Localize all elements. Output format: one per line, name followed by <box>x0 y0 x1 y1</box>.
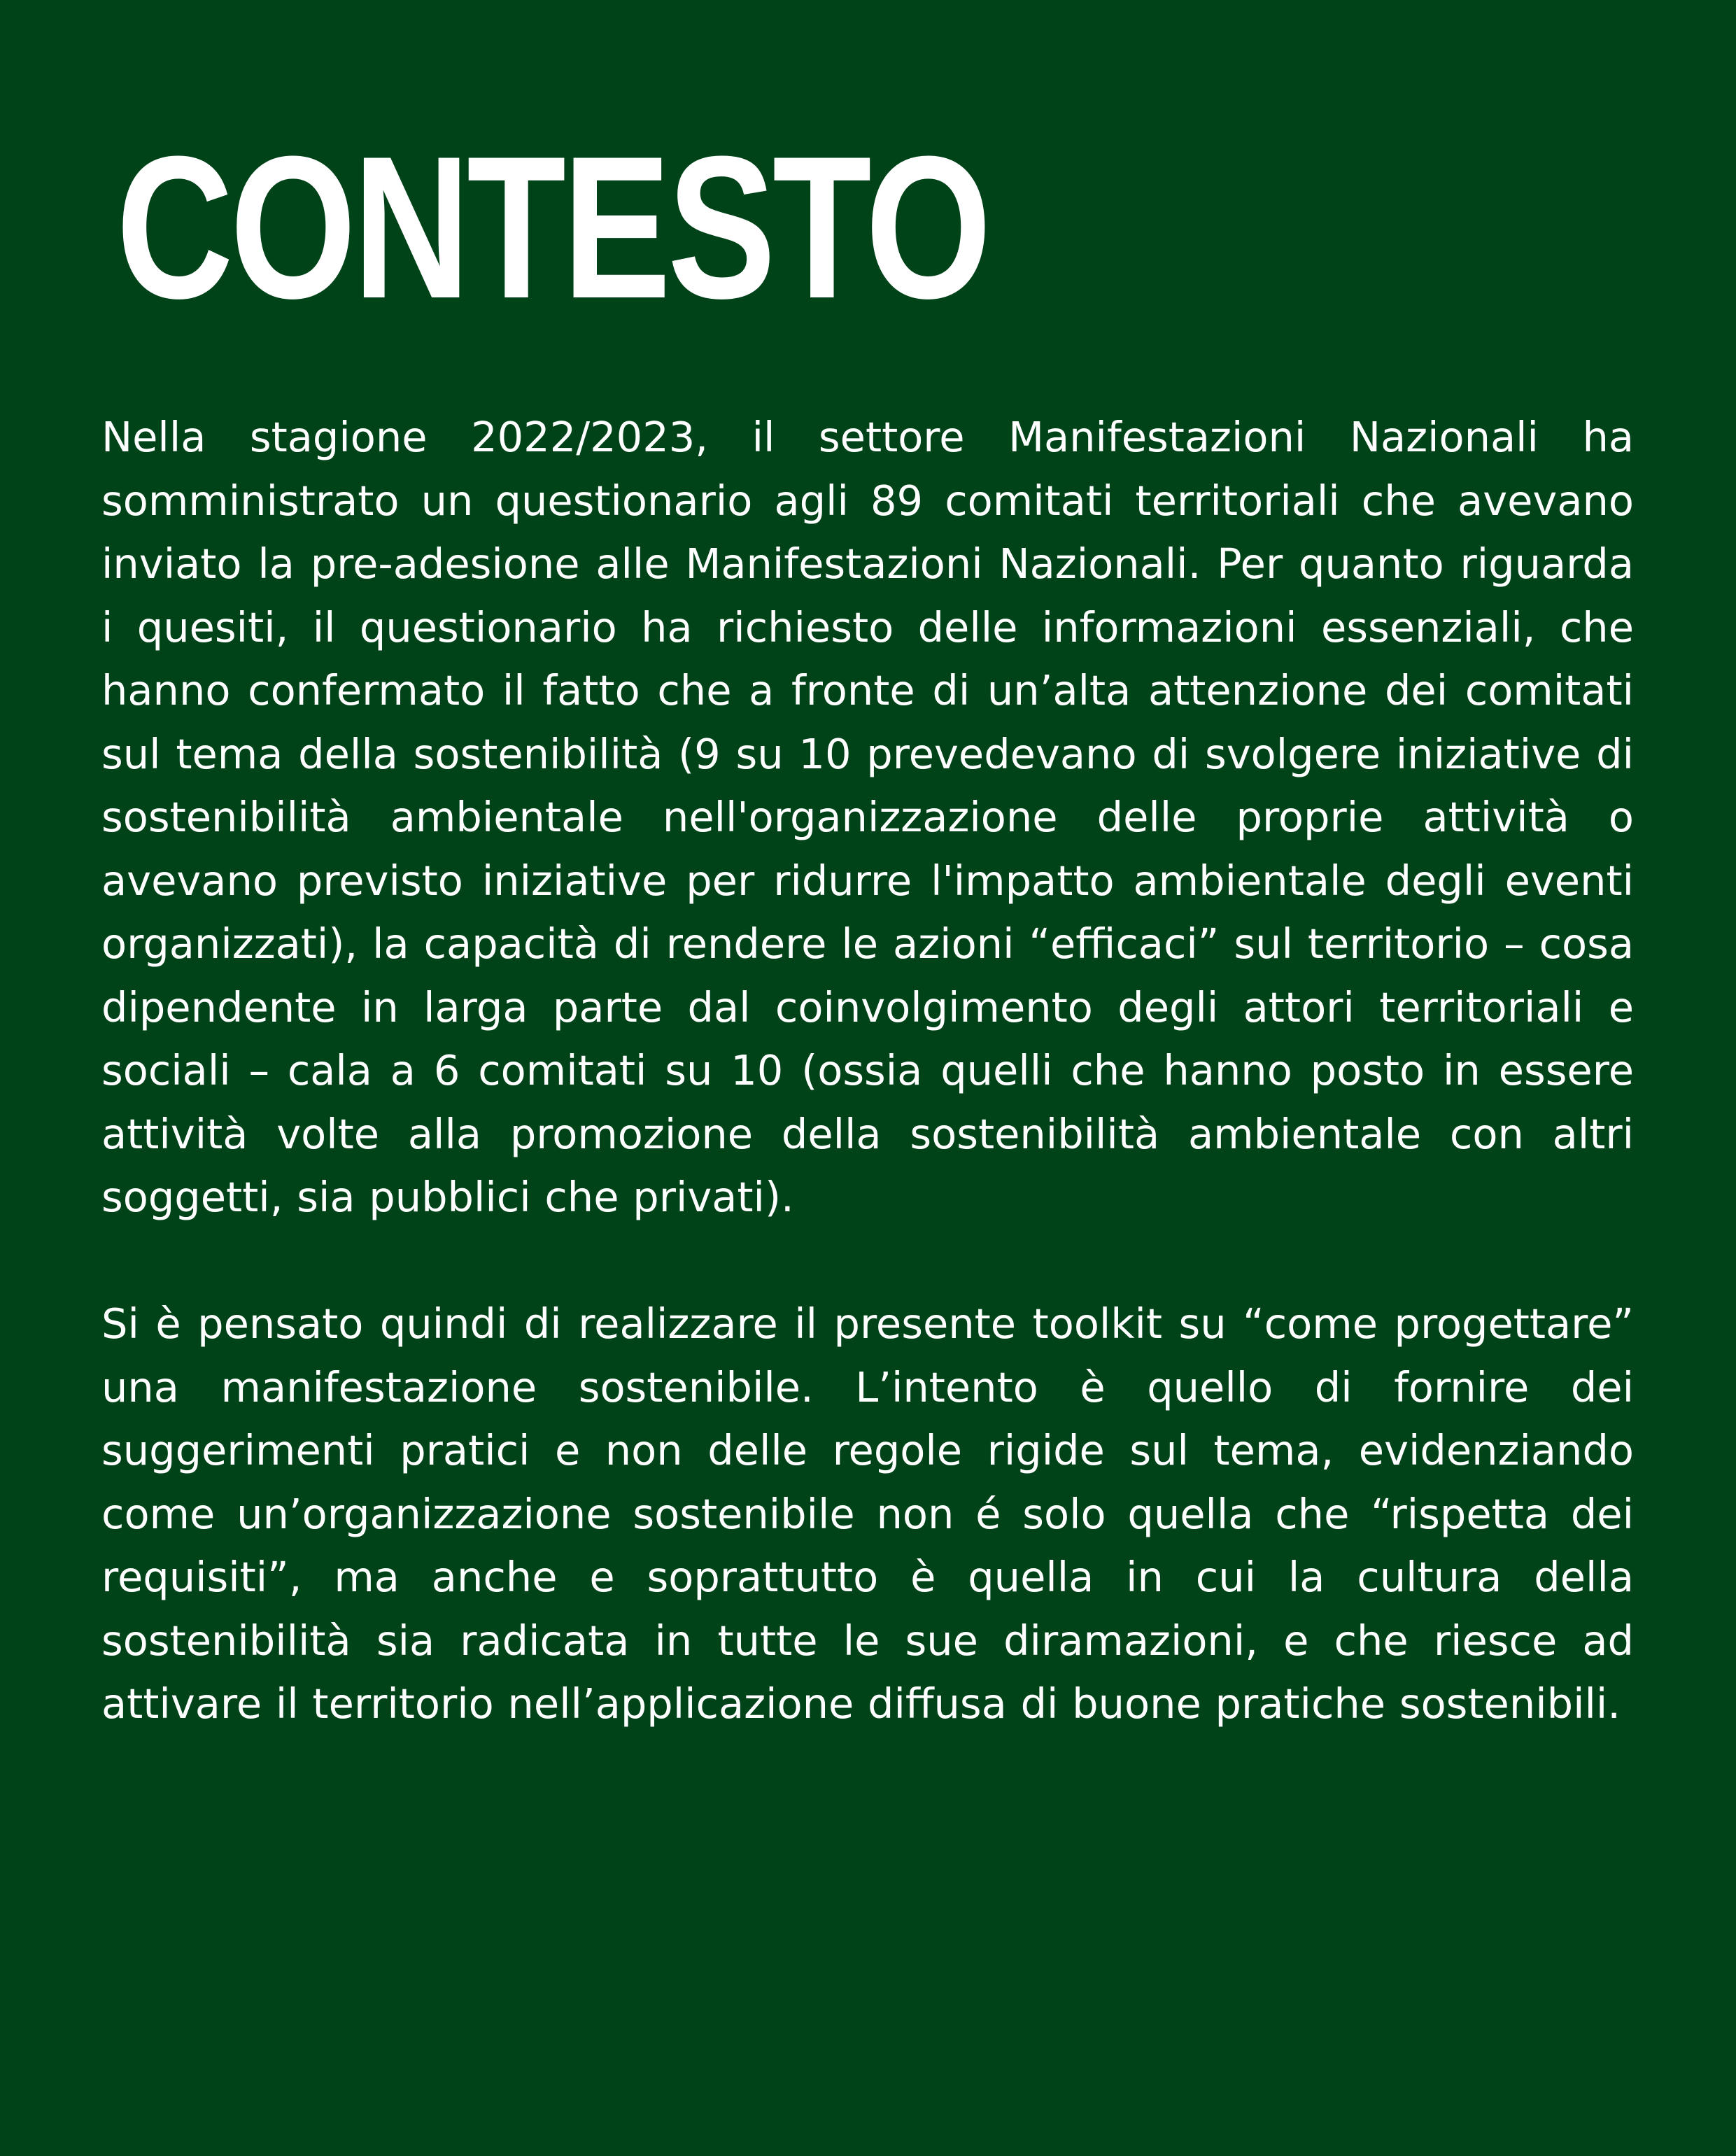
page-title: CONTESTO <box>116 114 989 341</box>
paragraph-context-survey: Nella stagione 2022/2023, il settore Manifestazioni Nazionali ha somministrato un questionario agli 89 comitati territoriali che avevano inviato la pre-adesione alle Manifestazioni Nazionali. Per quanto riguarda i quesiti, il questionario ha richiesto delle informazioni essenziali, che hanno confermato il fatto che a fronte di un’alta attenzione dei comitati sul tema della sostenibilità (9 su 10 prevedevano di svolgere iniziative di sostenibilità ambientale nell'organizzazione delle proprie attività o avevano previsto iniziative per ridurre l'impatto ambientale degli eventi organizzati), la capacità di rendere le azioni “efficaci” sul territorio – cosa dipendente in larga parte dal coinvolgimento degli attori territoriali e sociali – cala a 6 comitati su 10 (ossia quelli che hanno posto in essere attività volte alla promozione della sostenibilità ambientale con altri soggetti, sia pubblici che privati). <box>101 413 1634 1221</box>
paragraph-toolkit-purpose: Si è pensato quindi di realizzare il presente toolkit su “come progettare” una manifestazione sostenibile. L’intento è quello di fornire dei suggerimenti pratici e non delle regole rigide sul tema, evidenziando come un’organizzazione sostenibile non é solo quella che “rispetta dei requisiti”, ma anche e soprattutto è quella in cui la cultura della sostenibilità sia radicata in tutte le sue diramazioni, e che riesce ad attivare il territorio nell’applicazione diffusa di buone pratiche sostenibili. <box>101 1299 1634 1728</box>
body-text <box>101 406 1634 1736</box>
